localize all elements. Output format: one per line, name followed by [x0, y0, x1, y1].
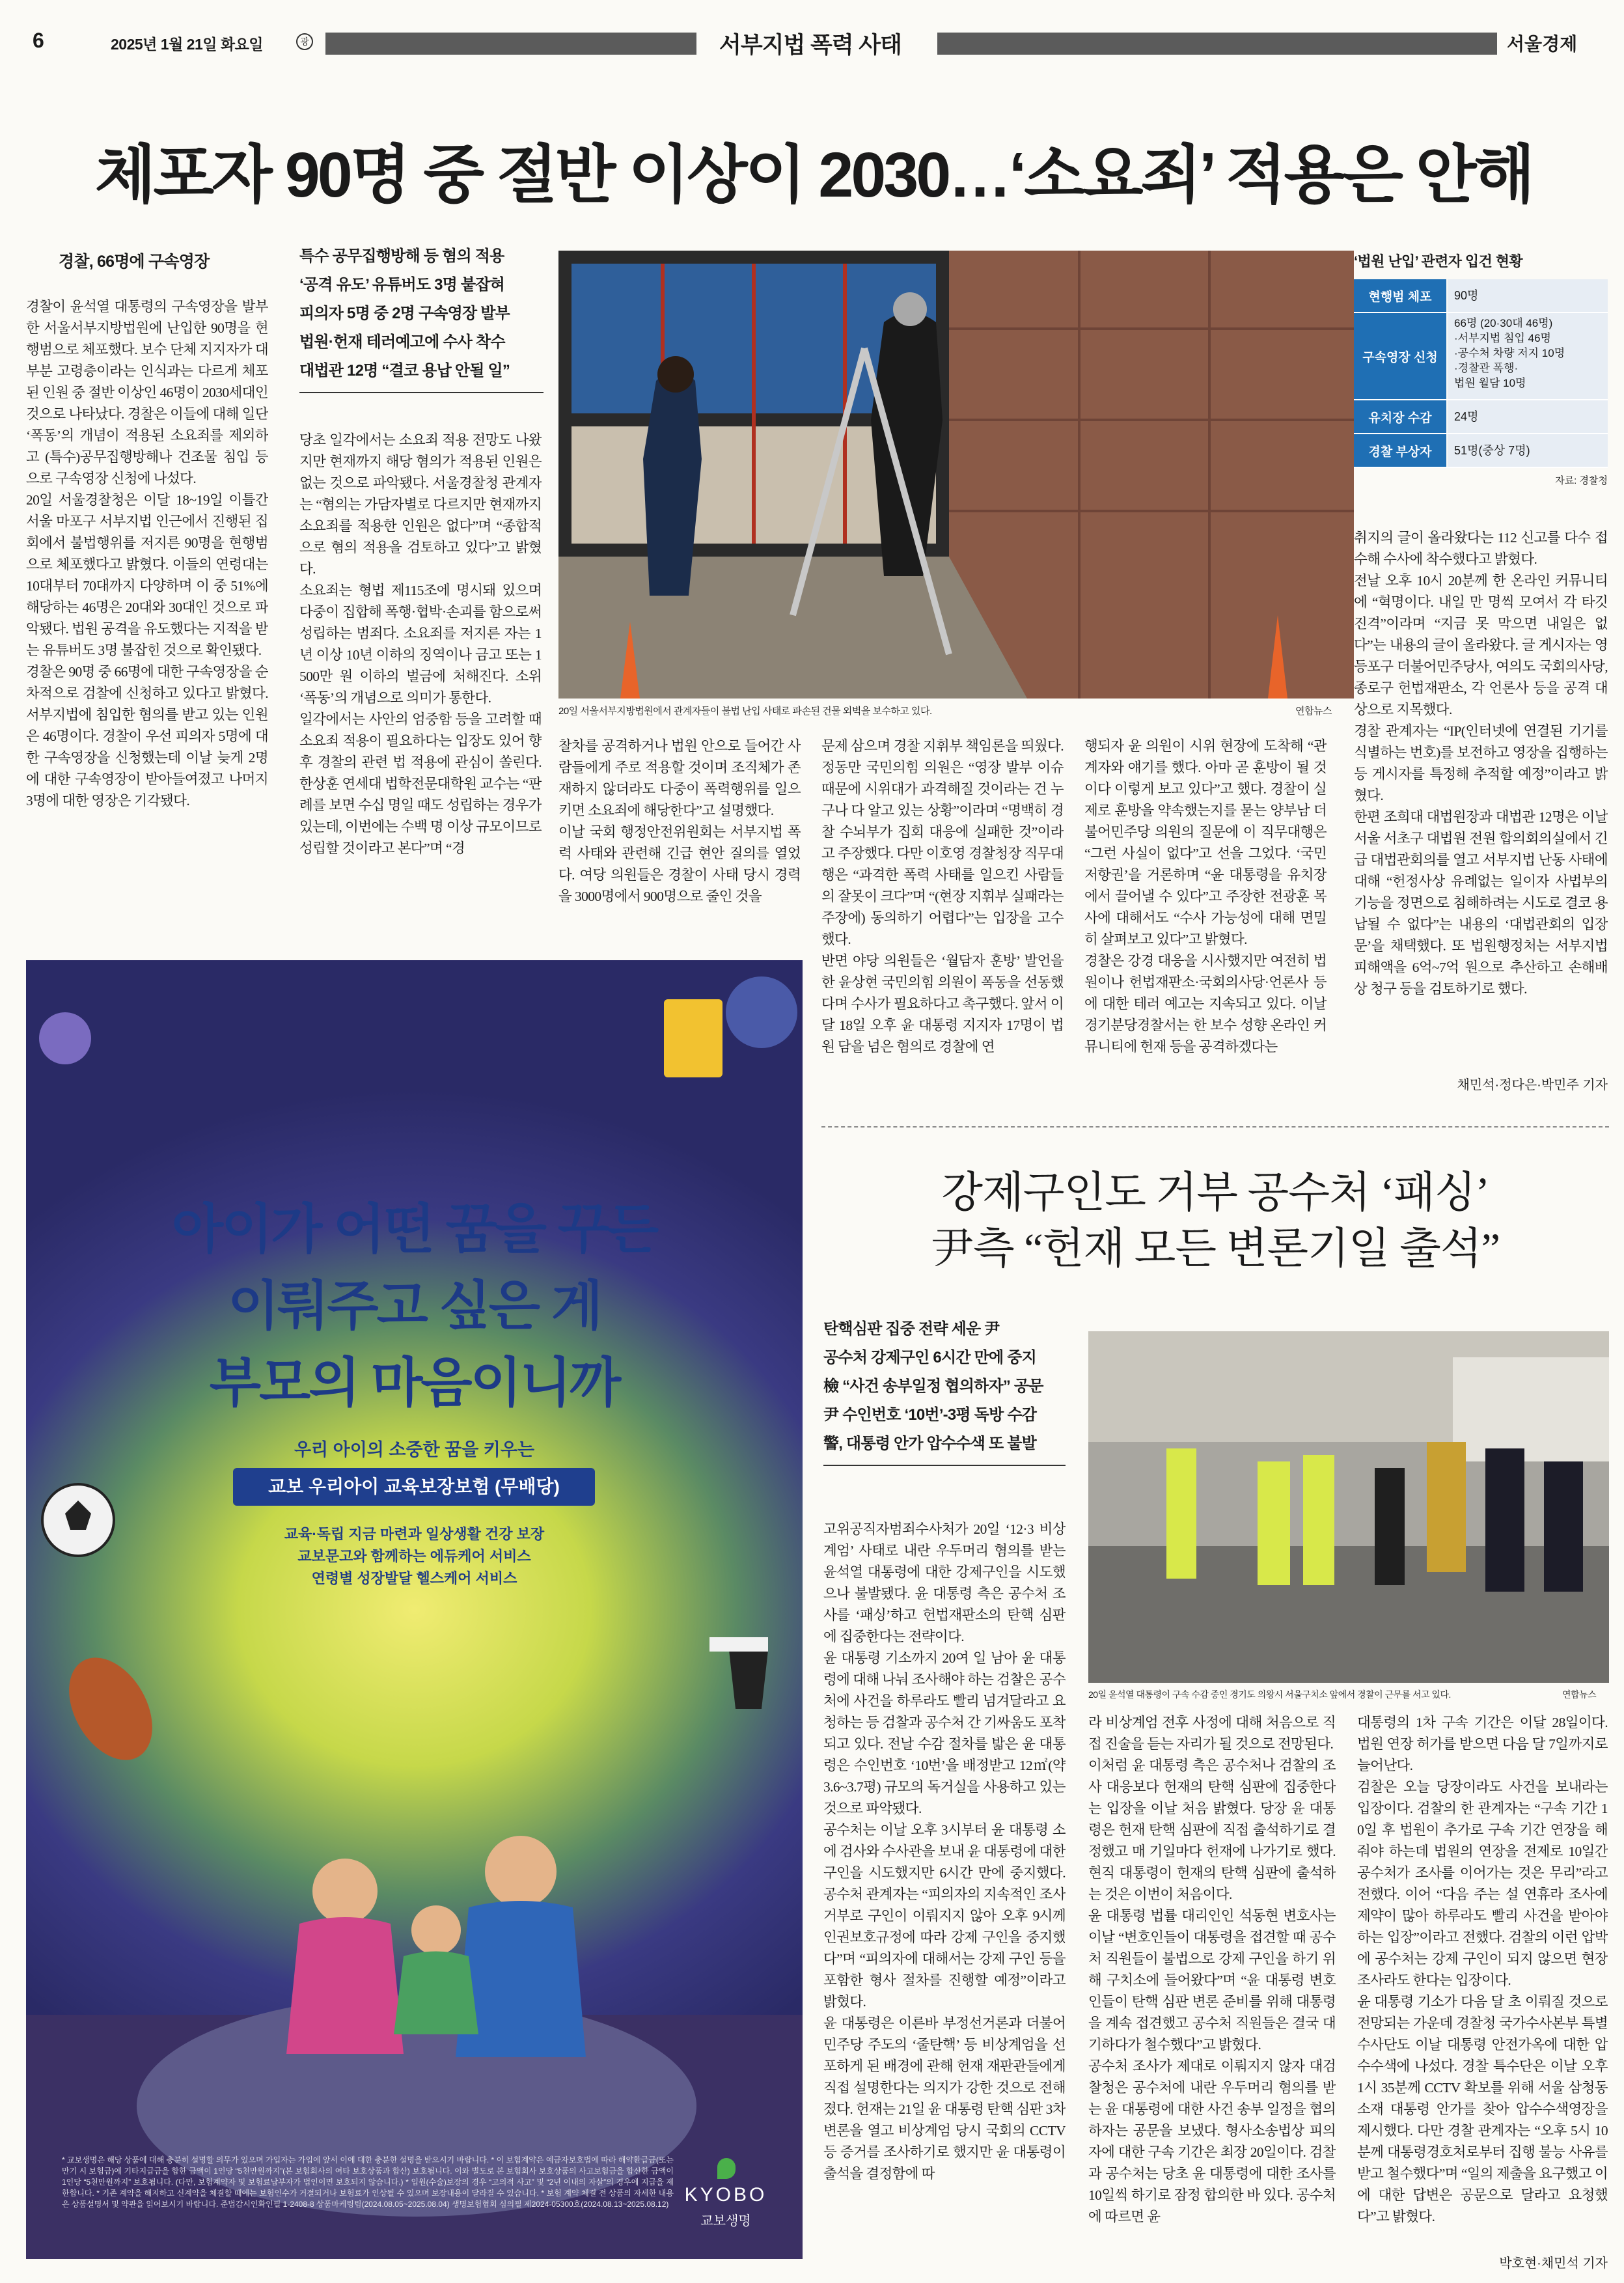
story1-column-1: 경찰이 윤석열 대통령의 구속영장을 발부한 서울서부지방법원에 난입한 90명을 현행범으로 체포했다. 보수 단체 지지자가 대부분 고령층이라는 인식과는 다르게 체포된 인원 중 절반 이상인 46명이 2030세대인 것으로 나타났다. 경찰은 이들에 대해 일단 ‘폭동’의 개념이 적용된 소요죄를 제외하고 (특수)공무집행방해나 건조물 침입 등으로 구속영장 신청에 나섰다. 20일 서울경찰청은 이달 18~19일 이틀간 서울 마포구 서부지법 인근에서 진행된 집회에서 불법행위를 저지른 90명을 현행범으로 체포했다고 밝혔다. 이들의 연령대는 10대부터 70대까지 다양하며 이 중 51%에 해당하는 46명은 20대와 30대인 것으로 파악됐다. 법원 공격을 유도했다는 지적을 받는 유튜버도 3명 불잡힌 것으로 확인됐다. 경찰은 90명 중 66명에 대한 구속영장을 순차적으로 검찰에 신청하고 있다고 밝혔다. 서부지법에 침입한 혐의를 받고 있는 인원은 46명이다. 경찰이 우선 피의자 5명에 대한 구속영장을 신청했는데 이날 늦게 2명에 대한 구속영장이 받아들여졌고 나머지 3명에 대한 영장은 기각됐다. [26, 299, 268, 809]
ad-tagline: 우리 아이의 소중한 꿈을 키우는 [294, 1440, 535, 1460]
header-rule-left [325, 33, 696, 55]
story1-column-3: 찰차를 공격하거나 법원 안으로 들어간 사람들에게 주로 적용할 것이며 조직체가 존재하지 않더라도 다중이 폭력행위를 일으키면 소요죄에 해당한다”고 설명했다. 이날 국회 행정안전위원회는 서부지법 폭력 사태와 관련해 긴급 현안 질의를 열었다. 여당 의원들은 경찰이 사태 당시 경력을 3000명에서 900명으로 줄인 것을 [558, 738, 801, 904]
story2-column-3: 대통령의 1차 구속 기간은 이달 28일이다. 법원 연장 허가를 받으면 다음 달 7일까지로 늘어난다. 검찰은 오늘 당장이라도 사건을 보내라는 입장이다. 검찰의 한 관계자는 “구속 기간 10일 후 법원이 추가로 구속 기간 연장을 해줘야 하는데 법원의 연장을 전제로 10일간 공수처가 조사를 이어가는 것은 무리”라고 전했다. 이어 “다음 주는 설 연휴라 조사에 제약이 많아 하루라도 빨리 사건을 받아야 하는 입장”이라고 전했다. 검찰의 이런 압박에 공수처는 강제 구인이 되지 않으면 현장 조사라도 한다는 입장이다. 윤 대통령 기소가 다음 달 초 이뤄질 것으로 전망되는 가운데 경찰청 국가수사본부 특별수사단도 이날 대통령 안전가옥에 대한 압수수색에 나섰다. 경찰 특수단은 이날 오후 1시 35분께 CCTV 확보를 위해 서울 삼청동 소재 대통령 안가를 찾아 압수수색영장을 제시했다. 다만 경찰 관계자는 “오후 5시 10분께 대통령경호처로부터 집행 불능 사유를 받고 철수했다”며 “일의 제출을 요구했고 이에 대한 답변은 공문으로 달라고 요청했다”고 밝혔다. [1357, 1715, 1608, 2224]
info-table-value: 66명 (20·30대 46명) ·서부지법 침입 46명 ·공수처 차량 저지 10명 ·경찰관 폭행· 법원 월담 10명 [1448, 313, 1608, 399]
story1-subhead-line: 대법관 12명 “결코 용납 안될 일” [299, 362, 510, 380]
page-date: 2025년 1월 21일 화요일 [111, 36, 264, 53]
story1-subhead-block [299, 242, 544, 393]
page-number: 6 [33, 29, 44, 52]
info-table-value: 24명 [1448, 400, 1608, 433]
story2-headline [821, 1165, 1609, 1277]
story1-subhead-line: 특수 공무집행방해 등 혐의 적용 [299, 247, 504, 265]
info-table-label: 유치장 수감 [1354, 400, 1446, 433]
info-table-label: 경찰 부상자 [1354, 434, 1446, 467]
story2-subhead-line: 尹 수인번호 ‘10번’-3평 독방 수감 [823, 1406, 1037, 1424]
story1-column-6: 취지의 글이 올라왔다는 112 신고를 다수 접수해 수사에 착수했다고 밝혔다. 전날 오후 10시 20분께 한 온라인 커뮤니티에 “혁명이다. 내일 만 명씩 모여서 각 타깃 진격”이라며 “지금 못 막으면 내일은 없다”는 내용의 글이 올라왔다. 글 게시자는 영등포구 더불어민주당사, 여의도 국회의사당, 종로구 헌법재판소, 각 언론사 등을 공격 대상으로 지목했다. 경찰 관계자는 “IP(인터넷에 연결된 기기를 식별하는 번호)를 보전하고 영장을 집행하는 등 게시자를 특정해 추적할 예정”이라고 밝혔다. 한편 조희대 대법원장과 대법관 12명은 이날 서울 서초구 대법원 전원 합의회의실에서 긴급 대법관회의를 열고 서부지법 난동 사태에 대해 “헌정사상 유례없는 일이자 사법부의 기능을 정면으로 침해하려는 시도로 결코 용납될 수 없다”는 내용의 ‘대법관회의 입장문’을 채택했다. 또 법원행정처는 서부지법 피해액을 6억~7억 원으로 추산하고 손해배상 청구 등을 검토하기로 했다. [1354, 530, 1608, 997]
ad-brand: KYOBO [684, 2184, 767, 2206]
story1-subhead-line: 피의자 5명 중 2명 구속영장 발부 [299, 305, 510, 322]
story1-photo-credit: 연합뉴스 [1295, 706, 1332, 717]
story2-subhead-line: 공수처 강제구인 6시간 만에 중지 [823, 1349, 1037, 1366]
info-table-row [1354, 279, 1608, 313]
info-table-label: 현행범 체포 [1354, 279, 1446, 312]
story2-photo [1088, 1331, 1609, 1683]
story1-byline: 채민석·정다은·박민주 기자 [1457, 1078, 1608, 1092]
info-table-value: 90명 [1448, 279, 1608, 312]
ad-panel [26, 960, 803, 2259]
story2-subhead-line: 檢 “사건 송부일정 협의하자” 공문 [823, 1377, 1043, 1395]
ad-features: 교육·독립 지금 마련과 일상생활 건강 보장 교보문고와 함께하는 에듀케어 서비스 연령별 성장발달 헬스케어 서비스 [284, 1526, 545, 1586]
courthouse-repair-image [558, 251, 1354, 699]
story2-column-1: 고위공직자범죄수사처가 20일 ‘12·3 비상계엄’ 사태로 내란 우두머리 혐의를 받는 윤석열 대통령에 대한 강제구인을 시도했으나 불발됐다. 윤 대통령 측은 공수처 조사를 ‘패싱’하고 헌법재판소의 탄핵 심판에 집중한다는 전략이다. 윤 대통령 기소까지 20여 일 남아 윤 대통령에 대해 나눠 조사해야 하는 검찰은 공수처에 사건을 하루라도 빨리 넘겨달라고 요청하는 등 검찰과 공수처 간 기싸움도 포착되고 있다. 전날 수감 절차를 밟은 윤 대통령은 수인번호 ‘10번’을 배정받고 12㎡(약 3.6~3.7평) 규모의 독거실을 사용하고 있는 것으로 파악됐다. 공수처는 이날 오후 3시부터 윤 대통령 소에 검사와 수사관을 보내 윤 대통령에 대한 구인을 시도했지만 6시간 만에 중지했다. 공수처 관계자는 “피의자의 지속적인 조사 거부로 구인이 이뤄지지 않아 오후 9시께 인권보호규정에 따라 강제 구인을 중지했다”며 “피의자에 대해서는 강제 구인 등을 포함한 형사 절차를 진행할 예정”이라고 밝혔다. 윤 대통령은 이른바 부정선거론과 더불어민주당 주도의 ‘줄탄핵’ 등 비상계엄을 선포하게 된 배경에 관해 헌재 재판관들에게 직접 설명한다는 의지가 강한 것으로 전해졌다. 헌재는 21일 윤 대통령 탄핵 심판 3차 변론을 열고 비상계엄 당시 국회의 CCTV 등 증거를 조사하기로 했지만 윤 대통령이 출석을 결정함에 따 [823, 1521, 1066, 2181]
detention-center-image [1088, 1331, 1609, 1683]
ad-illustration [26, 960, 803, 2259]
story2-headline-line2: 尹측 “헌재 모든 변론기일 출석” [931, 1225, 1500, 1273]
story2-headline-line1: 강제구인도 거부 공수처 ‘패싱’ [941, 1169, 1489, 1217]
info-table [1354, 251, 1608, 511]
ad-disclaimer: * 교보생명은 해당 상품에 대해 충분히 설명할 의무가 있으며 가입자는 가입에 앞서 이에 대한 충분한 설명을 받으시기 바랍니다. * 이 보험계약은 예금자보호법에 따라 해약환급금(또는 만기 시 보험금)에 기타지급금을 합한 금액이 1인당 “5천만원까지”(본 보험회사의 여타 보호상품과 합산) 보호됩니다. 이와 별도로 본 보험회사 보호상품의 사고보험금을 합산한 금액이 1인당 “5천만원까지” 보호됩니다. (다만, 보험계약자 및 보험료납부자가 법인이면 보호되지 않습니다.) * 입원(수술)보장의 경우 “고의적 사고” 및 “2년 이내의 자살”의 경우에 지급을 제한합니다. * 기존 계약을 해지하고 신계약을 체결할 때에는 보험인수가 거절되거나 보험료가 인상될 수 있으며 보장내용이 달라질 수 있습니다. * 보험 계약 체결 전 상품의 자세한 내용은 상품설명서 및 약관을 읽어보시기 바랍니다. 준법감시인확인필 1-2408-8 상품마케팅팀(2024.08.05~2025.08.04) 생명보험협회 심의필 제2024-05300호(2024.08.13~2025.08.12) [62, 2155, 674, 2209]
story1-column-2: 당초 일각에서는 소요죄 적용 전망도 나왔지만 현재까지 해당 혐의가 적용된 인원은 없는 것으로 파악됐다. 서울경찰청 관계자는 “혐의는 가담자별로 다르지만 현재까지 소요죄를 적용한 인원은 없다”며 “종합적으로 혐의 적용을 검토하고 있다”고 밝혔다. 소요죄는 형법 제115조에 명시돼 있으며 다중이 집합해 폭행·협박·손괴를 함으로써 성립하는 범죄다. 소요죄를 저지른 자는 1년 이상 10년 이하의 징역이나 금고 또는 1500만 원 이하의 벌금에 처해진다. 소위 ‘폭동’의 개념으로 의미가 통한다. 일각에서는 사안의 엄중함 등을 고려할 때 소요죄 적용이 필요하다는 입장도 있어 향후 경찰의 관련 법 적용에 관심이 쏠린다. 한상훈 연세대 법학전문대학원 교수는 “판례를 보면 수십 명일 때도 성립하는 경우가 있는데, 이번에는 수백 명 이상 규모이므로 성립할 것이라고 본다”며 “경 [299, 432, 542, 856]
story2-subhead-block [823, 1315, 1066, 1466]
story1-column-4: 문제 삼으며 경찰 지휘부 책임론을 띄웠다. 정동만 국민의힘 의원은 “영장 발부 이슈 때문에 시위대가 과격해질 것이라는 건 누구나 다 알고 있는 상황”이라며 “명백히 경찰 수뇌부가 집회 대응에 실패한 것”이라고 주장했다. 다만 이호영 경찰청장 직무대행은 “과격한 폭력 사태를 일으킨 사람들의 잘못이 크다”며 “(현장 지휘부 실패라는 주장에) 동의하기 어렵다”는 입장을 고수했다. 반면 야당 의원들은 ‘월담자 훈방’ 발언을 한 윤상현 국민의힘 의원이 폭동을 선동했다며 수사가 필요하다고 촉구했다. 앞서 이달 18일 오후 윤 대통령 지지자 17명이 법원 담을 넘은 혐의로 경찰에 연 [821, 738, 1064, 1055]
ad-headline: 아이가 어떤 꿈을 꾸든 이뤄주고 싶은 게 부모의 마음이니까 [171, 1200, 657, 1413]
story2-photo-caption: 20일 윤석열 대통령이 구속 수감 중인 경기도 의왕시 서울구치소 앞에서 경찰이 근무를 서고 있다. [1088, 1689, 1451, 1700]
story2-byline: 박호현·채민석 기자 [1499, 2256, 1608, 2271]
info-table-row [1354, 434, 1608, 468]
story1-subhead-line: ‘공격 유도’ 유튜버도 3명 붙잡혀 [299, 276, 505, 294]
story2-subhead-line: 警, 대통령 안가 압수수색 또 불발 [823, 1435, 1037, 1452]
story2-column-2: 라 비상계엄 전후 사정에 대해 처음으로 직접 진술을 듣는 자리가 될 것으로 전망된다. 이처럼 윤 대통령 측은 공수처나 검찰의 조사 대응보다 헌재의 탄핵 심판에 집중한다는 입장을 이날 처음 밝혔다. 당장 윤 대통령은 헌재 탄핵 심판에 직접 출석하기로 결정했고 매 기일마다 헌재에 나가기로 했다. 현직 대통령이 헌재의 탄핵 심판에 출석하는 것은 이번이 처음이다. 윤 대통령 법률 대리인인 석동현 변호사는 이날 “변호인들이 대통령을 접견할 때 공수처 직원들이 불법으로 강제 구인을 하기 위해 구치소에 들어왔다”며 “윤 대통령 변호인들이 탄핵 심판 변론 준비를 위해 대통령을 계속 접견했고 공수처 직원들은 결국 대기하다가 철수했다”고 밝혔다. 공수처 조사가 제대로 이뤄지지 않자 대검찰청은 공수처에 내란 우두머리 혐의를 받는 윤 대통령에 대한 사건 송부 일정을 협의하자는 공문을 보냈다. 형사소송법상 피의자에 대한 구속 기간은 최장 20일이다. 검찰과 공수처는 당초 윤 대통령에 대한 조사를 10일씩 하기로 잠정 합의한 바 있다. 공수처에 따르면 윤 [1088, 1715, 1336, 2224]
kyobo-logo-icon [717, 2158, 736, 2179]
section-title: 서부지법 폭력 사태 [719, 33, 901, 58]
story1-photo-caption: 20일 서울서부지방법원에서 관계자들이 불법 난입 사태로 파손된 건물 외벽을 보수하고 있다. [558, 706, 932, 717]
story2-subhead-line: 탄핵심판 집중 전략 세운 尹 [823, 1320, 1000, 1338]
story1-subhead-line: 법원·헌재 테러예고에 수사 착수 [299, 333, 505, 351]
info-table-row [1354, 313, 1608, 400]
newspaper-name: 서울경제 [1507, 34, 1578, 54]
story1-photo [558, 251, 1354, 699]
ad-product-badge: 교보 우리아이 교육보장보험 (무배당) [233, 1468, 595, 1506]
info-table-title: ‘법원 난입’ 관련자 입건 현황 [1354, 253, 1523, 270]
story1-subhead-left: 경찰, 66명에 구속영장 [59, 253, 210, 271]
ad-brand-sub: 교보생명 [700, 2214, 751, 2228]
info-table-label: 구속영장 신청 [1354, 313, 1446, 399]
info-table-source: 자료: 경찰청 [1555, 475, 1608, 486]
header-rule-right [937, 33, 1497, 55]
ad-mark-icon: 광 [296, 33, 313, 50]
section-divider [821, 1126, 1609, 1128]
info-table-row [1354, 400, 1608, 434]
story2-photo-credit: 연합뉴스 [1562, 1689, 1597, 1700]
story1-column-5: 행되자 윤 의원이 시위 현장에 도착해 “관계자와 얘기를 했다. 아마 곧 훈방이 될 것이다 이렇게 보고 있다”고 했다. 경찰이 실제로 훈방을 약속했는지를 묻는 양부남 더불어민주당 의원의 질문에 이 직무대행은 “그런 사실이 없다”고 선을 그었다. ‘국민저항권’을 거론하며 “윤 대통령을 유치장에서 끌어낼 수 있다”고 주장한 전광훈 목사에 대해서도 “수사 가능성에 대해 면밀히 살펴보고 있다”고 밝혔다. 경찰은 강경 대응을 시사했지만 여전히 법원이나 헌법재판소·국회의사당·언론사 등에 대한 테러 예고는 지속되고 있다. 이날 경기분당경찰서는 한 보수 성향 온라인 커뮤니티에 헌재 등을 공격하겠다는 [1084, 738, 1327, 1055]
story1-headline: 체포자 90명 중 절반 이상이 2030…‘소요죄’ 적용은 안해 [94, 139, 1533, 210]
info-table-value: 51명(중상 7명) [1448, 434, 1608, 467]
